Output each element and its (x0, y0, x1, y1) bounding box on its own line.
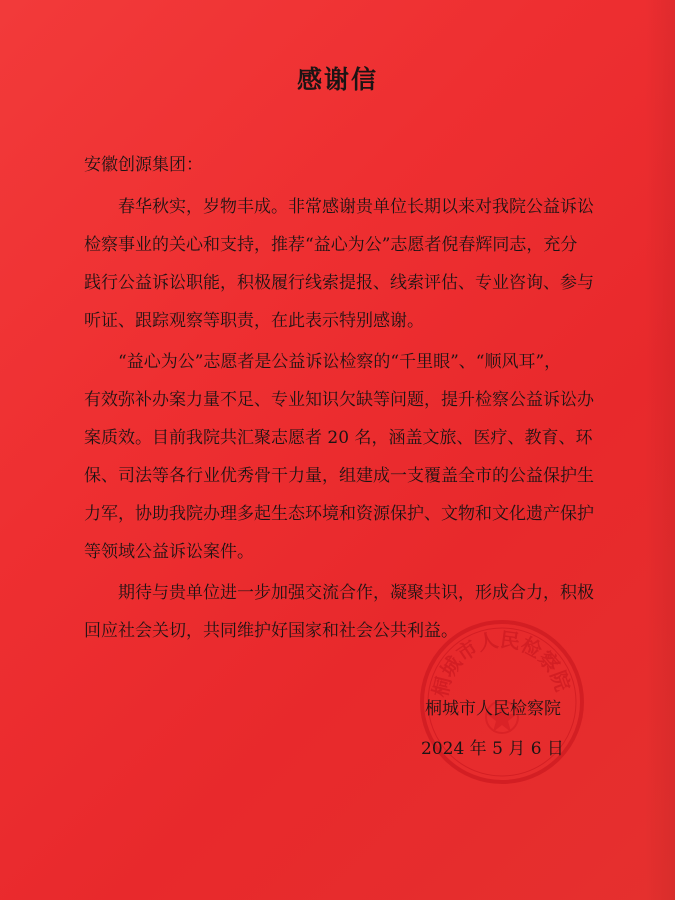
signature-org: 桐城市人民检察院 (425, 699, 561, 719)
signature-date: 2024 年 5 月 6 日 (421, 739, 564, 759)
paper-edge-shadow (645, 0, 675, 900)
paragraph-line: 案质效。目前我院共汇聚志愿者 20 名，涵盖文旅、医疗、教育、环 (84, 428, 593, 448)
paragraph-line: 期待与贵单位进一步加强交流合作，凝聚共识，形成合力，积极 (118, 583, 594, 603)
paragraph-line: 春华秋实，岁物丰成。非常感谢贵单位长期以来对我院公益诉讼 (118, 197, 594, 217)
paragraph-line: 践行公益诉讼职能，积极履行线索提报、线索评估、专业咨询、参与 (84, 273, 594, 293)
paragraph-line: 回应社会关切，共同维护好国家和社会公共利益。 (84, 621, 458, 641)
paragraph-line: 力军，协助我院办理多起生态环境和资源保护、文物和文化遗产保护 (84, 504, 594, 524)
paragraph-line: 检察事业的关心和支持，推荐“益心为公”志愿者倪春辉同志，充分 (84, 235, 578, 255)
paragraph-line: 保、司法等各行业优秀骨干力量，组建成一支覆盖全市的公益保护生 (84, 466, 594, 486)
paragraph-line: 有效弥补办案力量不足、专业知识欠缺等问题，提升检察公益诉讼办 (84, 390, 594, 410)
svg-text:桐城市人民检察院: 桐城市人民检察院 (427, 627, 575, 700)
paragraph-line: “益心为公”志愿者是公益诉讼检察的“千里眼”、“顺风耳”， (118, 352, 562, 372)
paragraph-line: 等领域公益诉讼案件。 (84, 542, 254, 562)
paragraph-line: 听证、跟踪观察等职责，在此表示特别感谢。 (84, 311, 424, 331)
salutation: 安徽创源集团： (84, 155, 203, 175)
letter-title: 感谢信 (296, 65, 378, 94)
